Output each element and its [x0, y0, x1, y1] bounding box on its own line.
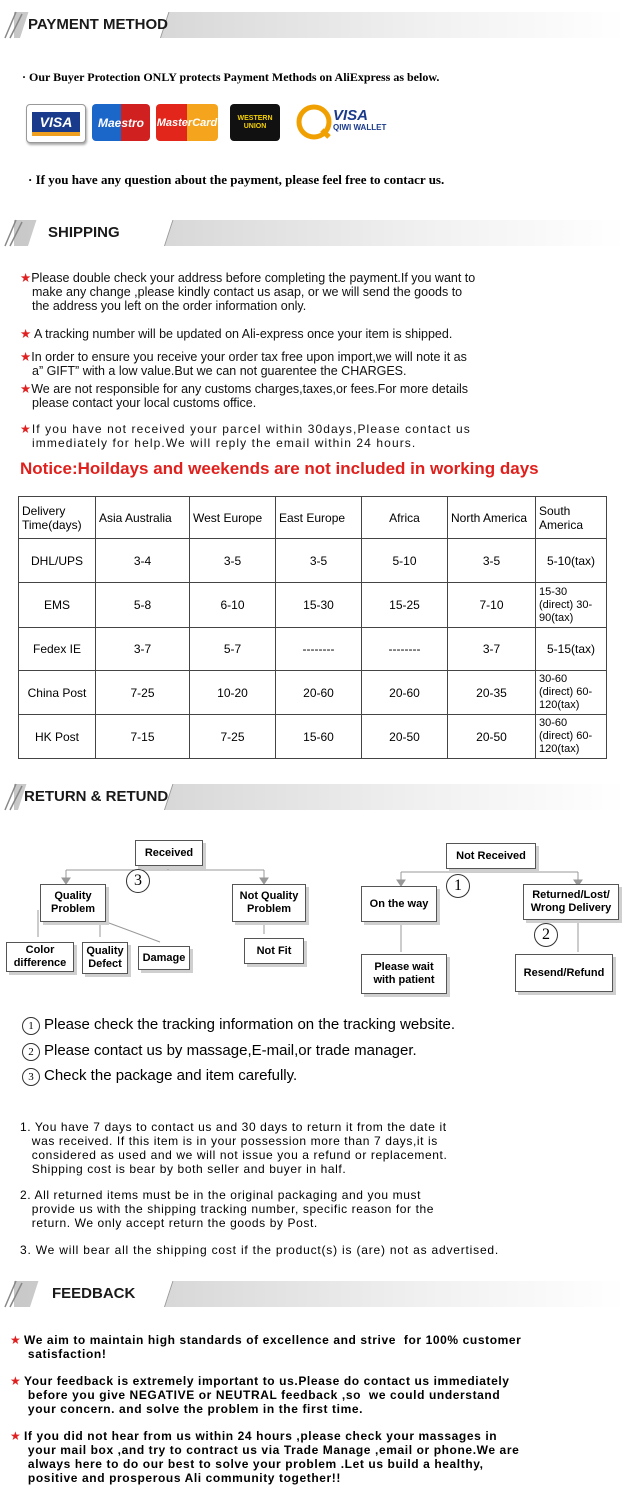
shipping-note-5: ★If you have not received your parcel within 30days,Please contact us immediately for help.We will reply the email within 24 hours. [20, 422, 471, 450]
return-policy-2: 2. All returned items must be in the original packaging and you must provide us with the shipping tracking number, specific reason for the return. We only accept return the goods by Post. [20, 1188, 435, 1230]
table-header: Asia Australia [96, 497, 190, 539]
returned-lost-box: Returned/Lost/ Wrong Delivery [523, 884, 619, 920]
please-wait-box: Please wait with patient [361, 954, 447, 994]
return-note-2: 2 Please contact us by massage,E-mail,or trade manager. [22, 1042, 417, 1061]
table-header: South America [536, 497, 607, 539]
table-header: West Europe [190, 497, 276, 539]
shipping-title: SHIPPING [48, 224, 120, 241]
visa-qiwi-text: VISA QIWI WALLET [333, 107, 387, 132]
shipping-note-4: ★We are not responsible for any customs charges,taxes,or fees.For more details please contact your local customs office. [20, 382, 468, 410]
table-row: DHL/UPS 3-4 3-5 3-5 5-10 3-5 5-10(tax) [19, 539, 607, 583]
mastercard-card: MasterCard [156, 104, 218, 141]
question-note: · If you have any question about the payment, please feel free to contacr us. [28, 172, 445, 187]
swoosh-icon [2, 8, 28, 42]
not-fit-box: Not Fit [244, 938, 304, 964]
table-header: Delivery Time(days) [19, 497, 96, 539]
damage-box: Damage [138, 946, 190, 970]
feedback-title: FEEDBACK [52, 1285, 136, 1302]
return-header [0, 778, 625, 816]
shipping-note-3: ★In order to ensure you receive your order tax free upon import,we will note it as a” GIFT” with a low value.But we can not guarentee the CHARGES. [20, 350, 467, 378]
table-row: HK Post 7-15 7-25 15-60 20-50 20-50 30-60 (direct) 60-120(tax) [19, 715, 607, 759]
maestro-card: Maestro [92, 104, 150, 141]
western-union-card: WESTERN UNION [230, 104, 280, 141]
return-note-3: 3 Check the package and item carefully. [22, 1067, 297, 1086]
quality-problem-box: Quality Problem [40, 884, 106, 922]
qiwi-logo [296, 104, 332, 140]
table-row: Fedex IE 3-7 5-7 -------- -------- 3-7 5-15(tax) [19, 628, 607, 671]
payment-title: PAYMENT METHOD [28, 16, 169, 33]
return-policy-1: 1. You have 7 days to contact us and 30 days to return it from the date it was received. If this item is in your possession more than 7 days,it is considered as used and we will not issue you a refund or replacement. Shipping cost is bear by both seller and buyer in half. [20, 1120, 448, 1176]
circle-1: 1 [446, 874, 470, 898]
shipping-note-1: ★Please double check your address before completing the payment.If you want to make any change ,please kindly contact us asap, or we will send the goods to the address you left on the order information only. [20, 271, 476, 313]
holiday-notice: Notice:Hoildays and weekends are not included in working days [20, 459, 539, 478]
table-header-row [19, 497, 607, 539]
circle-3: 3 [126, 869, 150, 893]
not-quality-problem-box: Not Quality Problem [232, 884, 306, 922]
circle-2: 2 [534, 923, 558, 947]
table-header: Africa [362, 497, 448, 539]
table-row: China Post 7-25 10-20 20-60 20-60 20-35 30-60 (direct) 60-120(tax) [19, 671, 607, 715]
quality-defect-box: Quality Defect [82, 942, 128, 974]
table-row: EMS 5-8 6-10 15-30 15-25 7-10 15-30 (direct) 30-90(tax) [19, 583, 607, 628]
table-header: North America [448, 497, 536, 539]
color-difference-box: Color difference [6, 942, 74, 972]
visa-card: VISA [26, 104, 86, 143]
received-box: Received [135, 840, 203, 866]
protection-note: · Our Buyer Protection ONLY protects Payment Methods on AliExpress as below. [22, 70, 440, 84]
table-header: East Europe [276, 497, 362, 539]
swoosh-icon [2, 216, 28, 250]
return-title: RETURN & RETUND [24, 788, 169, 805]
return-policy-3: 3. We will bear all the shipping cost if the product(s) is (are) not as advertised. [20, 1243, 500, 1257]
swoosh-icon [2, 1277, 28, 1311]
shipping-header [0, 214, 625, 252]
feedback-header [0, 1275, 625, 1313]
shipping-note-2: ★ A tracking number will be updated on Ali-express once your item is shipped. [20, 327, 453, 341]
resend-refund-box: Resend/Refund [515, 954, 613, 992]
shipping-table [18, 496, 607, 759]
on-the-way-box: On the way [361, 886, 437, 922]
payment-header [0, 6, 625, 44]
qiwi-icon [296, 104, 332, 140]
not-received-box: Not Received [446, 843, 536, 869]
return-note-1: 1 Please check the tracking information on the tracking website. [22, 1016, 455, 1035]
